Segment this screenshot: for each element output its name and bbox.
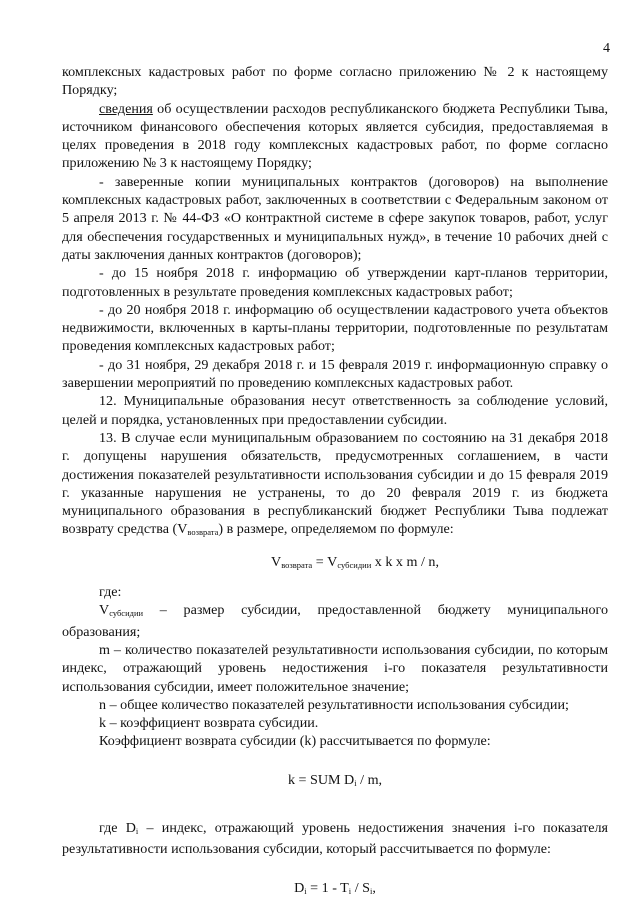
paragraph-v-def xyxy=(62,601,608,641)
paragraph-continuation: комплексных кадастровых работ по форме согласно приложению № 2 к настоящему Порядку; xyxy=(62,64,608,99)
f3-c: / S xyxy=(351,879,370,896)
v-symbol: V xyxy=(99,602,110,619)
paragraph-k-def: k – коэффициент возврата субсидии. xyxy=(99,715,319,732)
f1-mid: = V xyxy=(312,553,338,570)
f3-a: D xyxy=(294,879,305,896)
v-definition: – размер субсидии, предоставленной бюджету муниципального образования; xyxy=(62,602,608,640)
f2-sub: i xyxy=(354,777,357,788)
paragraph-nov15: - до 15 ноября 2018 г. информацию об утверждении карт-планов территории, подготовленных в результате проведения комплексных кадастровых работ; xyxy=(62,265,608,300)
formula-di xyxy=(62,879,608,900)
di-b: – индекс, отражающий уровень недостижения значения i-го показателя результативности использования субсидии, который рассчитывается по формуле: xyxy=(62,819,608,858)
item-13-subscript: возврата xyxy=(187,527,219,538)
di-a: где D xyxy=(99,819,136,836)
paragraph-k-intro: Коэффициент возврата субсидии (k) рассчитывается по формуле: xyxy=(99,733,491,750)
f3-sub1: i xyxy=(304,885,307,896)
f1-v: V xyxy=(271,553,282,570)
paragraph-n-def: n – общее количество показателей результативности использования субсидии; xyxy=(99,696,569,713)
svedeniya-link[interactable]: сведения xyxy=(99,100,153,117)
paragraph-di-def xyxy=(62,819,608,859)
f2-a: k = SUM D xyxy=(287,771,355,788)
paragraph-m-def: m – количество показателей результативности использования субсидии, по которым индекс, отражающий уровень недостижения i-го показателя результативности использования субсидии, имеет положительное значение; xyxy=(62,641,608,695)
f2-b: / m, xyxy=(356,771,383,788)
paragraph-item-12: 12. Муниципальные образования несут ответственность за соблюдение условий, целей и порядка, установленных при предоставлении субсидии. xyxy=(62,393,608,428)
item-13-tail: ) в размере, определяемом по формуле: xyxy=(218,521,454,538)
v-subscript: субсидии xyxy=(109,608,144,619)
f3-sub3: i xyxy=(369,885,373,896)
formula-v-return xyxy=(62,553,608,574)
paragraph-svedeniya xyxy=(62,100,608,173)
page-number: 4 xyxy=(603,41,610,56)
paragraph-nov20: - до 20 ноября 2018 г. информацию об осуществлении кадастрового учета объектов недвижимости, включенных в карты-планы территории, подготовленные по результатам проведения комплексных кадастровых работ; xyxy=(62,301,608,355)
paragraph-where: где: xyxy=(99,584,122,601)
paragraph-svedeniya-text: об осуществлении расходов республиканского бюджета Республики Тыва, источником финансового обеспечения которых является субсидия, предоставляемая в целях проведения в 2018 году комплексных кадастровых работ, по форме согласно приложению № 3 к настоящему Порядку; xyxy=(62,100,608,172)
paragraph-item-13 xyxy=(62,429,608,542)
di-sub: i xyxy=(135,825,139,836)
paragraph-nov31: - до 31 ноября, 29 декабря 2018 г. и 15 февраля 2019 г. информационную справку о завершении мероприятий по проведению комплексных кадастровых работ. xyxy=(62,356,608,392)
item-13-text: 13. В случае если муниципальным образованием по состоянию на 31 декабря 2018 г. допущены нарушения обязательств, предусмотренных соглашением, в части достижения показателей результативности использования субсидии и до 15 февраля 2019 г. указанные нарушения не устранены, то до 20 февраля 2019 г. из бюджета муниципального образования в республиканский бюджет Республики Тыва подлежат возврату средства (V xyxy=(62,429,608,538)
f1-sub-return: возврата xyxy=(281,559,313,570)
paragraph-contracts: - заверенные копии муниципальных контрактов (договоров) на выполнение комплексных кадастровых работ, заключенных в соответствии с Федеральным законом от 5 апреля 2013 г. № 44-ФЗ «О контрактной системе в сфере закупок товаров, работ, услуг для обеспечения государственных и муниципальных нужд», в течение 10 рабочих дней с даты заключения данных контрактов (договоров); xyxy=(62,173,608,263)
f1-tail: x k x m / n, xyxy=(371,553,439,570)
formula-k xyxy=(62,771,608,792)
document-body xyxy=(62,63,608,900)
f3-sub2: i xyxy=(348,885,352,896)
f1-sub-subsidy: субсидии xyxy=(337,559,372,570)
f3-b: = 1 - T xyxy=(306,879,349,896)
f3-d: , xyxy=(372,879,376,896)
